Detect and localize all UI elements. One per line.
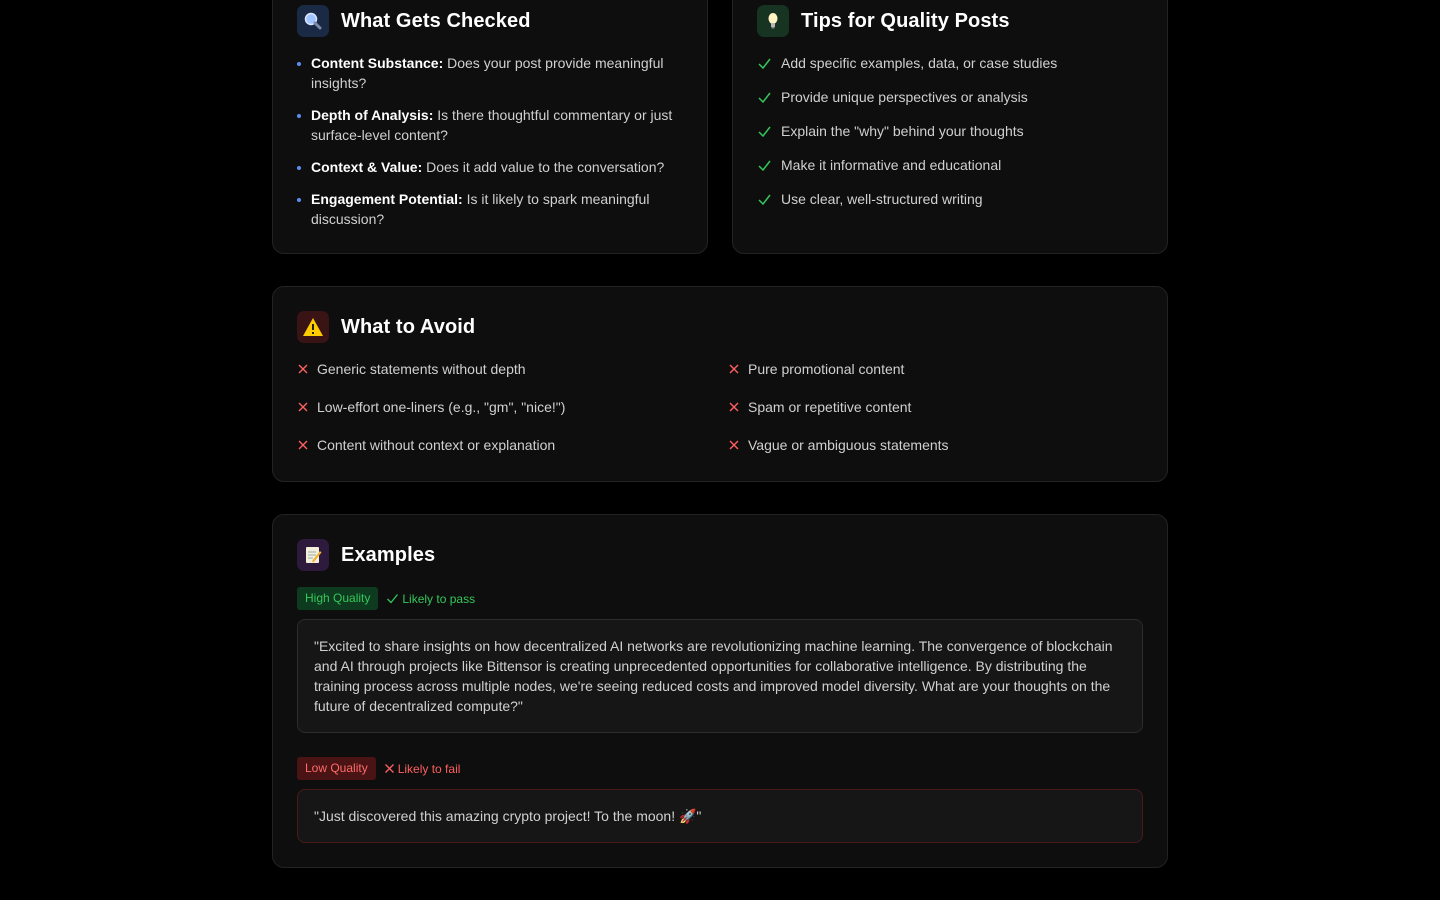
card-header	[297, 5, 531, 37]
list-item	[757, 155, 1057, 175]
list-item	[757, 87, 1057, 107]
card-title: Examples	[341, 543, 436, 566]
criteria-term: Depth of Analysis:	[311, 107, 434, 123]
criteria-text: Does your post provide meaningful insights?	[311, 55, 664, 91]
criteria-term: Context & Value:	[311, 159, 423, 175]
list-item	[297, 189, 677, 229]
x-icon	[728, 439, 740, 451]
list-item	[728, 435, 949, 455]
bullet-icon	[297, 166, 301, 170]
card-title: Tips for Quality Posts	[801, 9, 1010, 32]
list-item	[728, 397, 911, 417]
low-quality-example: "Just discovered this amazing crypto project! To the moon! 🚀"	[297, 789, 1143, 843]
criteria-term: Engagement Potential:	[311, 191, 463, 207]
avoid-text: Spam or repetitive content	[748, 399, 912, 415]
criteria-text: Is it likely to spark meaningful discussion?	[311, 191, 650, 227]
tip-text: Make it informative and educational	[781, 157, 1002, 173]
avoid-text: Content without context or explanation	[317, 437, 556, 453]
criteria-text: Is there thoughtful commentary or just surface-level content?	[311, 107, 673, 143]
bullet-icon	[297, 198, 301, 202]
tips-card	[732, 0, 1168, 254]
pass-status	[386, 592, 475, 606]
magnifier-icon	[297, 5, 329, 37]
list-item	[757, 189, 1057, 209]
examples-card	[272, 514, 1168, 868]
tip-text: Use clear, well-structured writing	[781, 191, 983, 207]
card-header	[297, 539, 435, 571]
high-quality-header	[297, 587, 475, 610]
x-icon	[728, 401, 740, 413]
list-item	[297, 397, 565, 417]
tip-text: Explain the "why" behind your thoughts	[781, 123, 1024, 139]
memo-icon	[297, 539, 329, 571]
list-item	[728, 359, 904, 379]
pass-status-text: Likely to pass	[402, 591, 476, 606]
fail-status	[384, 762, 461, 776]
tips-list	[757, 53, 1057, 223]
check-icon	[757, 90, 772, 105]
list-item	[297, 359, 526, 379]
check-icon	[386, 592, 399, 605]
check-icon	[757, 192, 772, 207]
card-header	[297, 311, 475, 343]
criteria-term: Content Substance:	[311, 55, 444, 71]
lightbulb-icon	[757, 5, 789, 37]
high-quality-example: "Excited to share insights on how decentralized AI networks are revolutionizing machine learning. The convergence of blockchain and AI through projects like Bittensor is creating unprecedented opportunities for collaborative intelligence. By distributing the training process across multiple nodes, we're seeing reduced costs and improved model diversity. What are your thoughts on the future of decentralized compute?"	[297, 619, 1143, 733]
criteria-text: Does it add value to the conversation?	[422, 159, 665, 175]
list-item	[297, 157, 677, 177]
low-quality-badge: Low Quality	[297, 757, 376, 780]
x-icon	[728, 363, 740, 375]
x-icon	[297, 363, 309, 375]
list-item	[297, 105, 677, 145]
avoid-text: Generic statements without depth	[317, 361, 526, 377]
list-item	[757, 121, 1057, 141]
warning-icon	[297, 311, 329, 343]
card-title: What Gets Checked	[341, 9, 531, 32]
x-icon	[384, 763, 395, 774]
bullet-icon	[297, 114, 301, 118]
list-item	[297, 53, 677, 93]
checked-criteria-list	[297, 53, 677, 241]
bullet-icon	[297, 62, 301, 66]
what-to-avoid-card	[272, 286, 1168, 482]
what-gets-checked-card	[272, 0, 708, 254]
check-icon	[757, 56, 772, 71]
check-icon	[757, 158, 772, 173]
x-icon	[297, 439, 309, 451]
avoid-text: Vague or ambiguous statements	[748, 437, 949, 453]
avoid-text: Pure promotional content	[748, 361, 905, 377]
low-quality-header	[297, 757, 460, 780]
x-icon	[297, 401, 309, 413]
high-quality-badge: High Quality	[297, 587, 378, 610]
list-item	[757, 53, 1057, 73]
avoid-text: Low-effort one-liners (e.g., "gm", "nice!")	[317, 399, 566, 415]
list-item	[297, 435, 555, 455]
card-header	[757, 5, 1010, 37]
tip-text: Provide unique perspectives or analysis	[781, 89, 1028, 105]
card-title: What to Avoid	[341, 315, 476, 338]
fail-status-text: Likely to fail	[397, 761, 461, 776]
avoid-list	[297, 359, 1147, 469]
check-icon	[757, 124, 772, 139]
tip-text: Add specific examples, data, or case studies	[781, 55, 1058, 71]
